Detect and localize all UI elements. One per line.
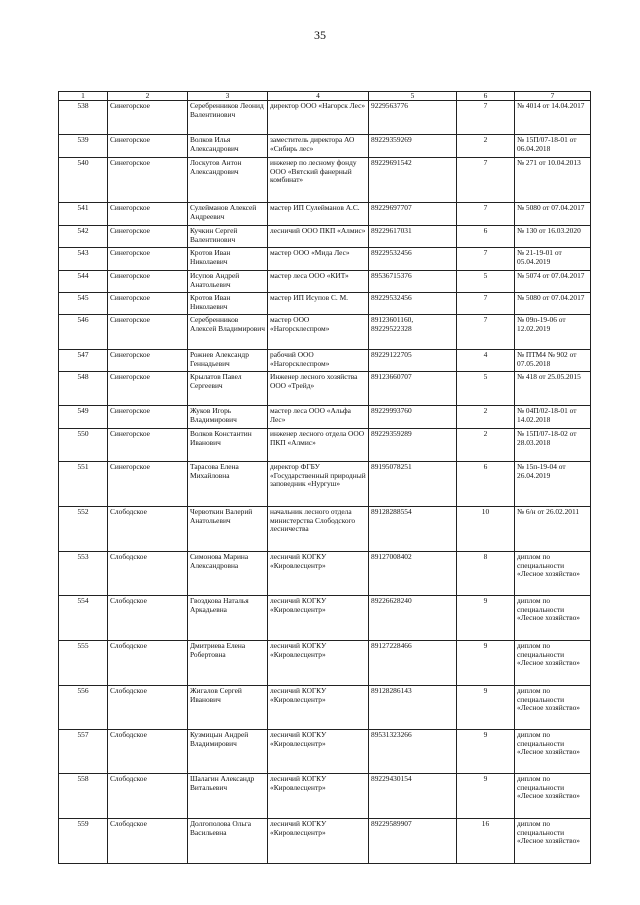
position-cell: лесничий КОГКУ «Кировлесцентр» <box>268 641 369 686</box>
forestry-area-cell: Синегорское <box>108 462 188 507</box>
table-row <box>59 462 591 507</box>
col-header: 5 <box>369 92 457 101</box>
person-name-cell: Жигалов Сергей Иванович <box>188 686 268 730</box>
forestry-area-cell: Синегорское <box>108 429 188 462</box>
table-row <box>59 101 591 135</box>
forestry-area-cell: Слободское <box>108 686 188 730</box>
experience-years-cell: 2 <box>457 429 515 462</box>
row-number-cell: 542 <box>59 226 108 248</box>
table-row <box>59 552 591 596</box>
row-number-cell: 556 <box>59 686 108 730</box>
person-name-cell: Червоткин Валерий Анатольевич <box>188 507 268 552</box>
row-number-cell: 539 <box>59 135 108 158</box>
experience-years-cell: 5 <box>457 271 515 293</box>
experience-years-cell: 9 <box>457 641 515 686</box>
forestry-area-cell: Синегорское <box>108 350 188 372</box>
row-number-cell: 543 <box>59 248 108 271</box>
certificate-cell: диплом по специальности «Лесное хозяйство» <box>515 686 591 730</box>
certificate-cell: № 15п-19-04 от 26.04.2019 <box>515 462 591 507</box>
row-number-cell: 545 <box>59 293 108 315</box>
table-row <box>59 158 591 203</box>
experience-years-cell: 2 <box>457 135 515 158</box>
experience-years-cell: 7 <box>457 101 515 135</box>
table-row <box>59 203 591 226</box>
forestry-area-cell: Слободское <box>108 730 188 774</box>
experience-years-cell: 6 <box>457 462 515 507</box>
phone-number-cell: 89536715376 <box>369 271 457 293</box>
col-header: 1 <box>59 92 108 101</box>
position-cell: мастер ООО «Нагорсклеспром» <box>268 315 369 350</box>
column-number-row <box>59 92 591 101</box>
phone-number-cell: 89226628240 <box>369 596 457 641</box>
certificate-cell: № 271 от 10.04.2013 <box>515 158 591 203</box>
phone-number-cell: 89229359269 <box>369 135 457 158</box>
certificate-cell: № 4014 от 14.04.2017 <box>515 101 591 135</box>
person-name-cell: Кротов Иван Николаевич <box>188 248 268 271</box>
certificate-cell: диплом по специальности «Лесное хозяйство» <box>515 641 591 686</box>
table-row <box>59 406 591 429</box>
forestry-area-cell: Синегорское <box>108 203 188 226</box>
row-number-cell: 558 <box>59 774 108 819</box>
person-name-cell: Серебренников Леонид Валентинович <box>188 101 268 135</box>
row-number-cell: 553 <box>59 552 108 596</box>
certificate-cell: № 6/н от 26.02.2011 <box>515 507 591 552</box>
phone-number-cell: 89229430154 <box>369 774 457 819</box>
certificate-cell: диплом по специальности «Лесное хозяйство» <box>515 552 591 596</box>
registry-table <box>58 91 591 864</box>
certificate-cell: № 15П/07-18-01 от 06.04.2018 <box>515 135 591 158</box>
person-name-cell: Рожнев Александр Геннадьевич <box>188 350 268 372</box>
certificate-cell: № 04П/02-18-01 от 14.02.2018 <box>515 406 591 429</box>
person-name-cell: Волков Константин Иванович <box>188 429 268 462</box>
table-row <box>59 641 591 686</box>
experience-years-cell: 9 <box>457 774 515 819</box>
person-name-cell: Кузмицын Андрей Владимирович <box>188 730 268 774</box>
phone-number-cell: 89127228466 <box>369 641 457 686</box>
certificate-cell: диплом по специальности «Лесное хозяйство» <box>515 774 591 819</box>
table-row <box>59 135 591 158</box>
position-cell: директор ООО «Нагорск Лес» <box>268 101 369 135</box>
phone-number-cell: 89229589907 <box>369 819 457 864</box>
row-number-cell: 548 <box>59 372 108 406</box>
table-row <box>59 774 591 819</box>
row-number-cell: 547 <box>59 350 108 372</box>
row-number-cell: 541 <box>59 203 108 226</box>
forestry-area-cell: Слободское <box>108 774 188 819</box>
experience-years-cell: 7 <box>457 315 515 350</box>
position-cell: лесничий КОГКУ «Кировлесцентр» <box>268 730 369 774</box>
row-number-cell: 546 <box>59 315 108 350</box>
forestry-area-cell: Слободское <box>108 552 188 596</box>
experience-years-cell: 9 <box>457 686 515 730</box>
row-number-cell: 555 <box>59 641 108 686</box>
experience-years-cell: 9 <box>457 596 515 641</box>
experience-years-cell: 8 <box>457 552 515 596</box>
position-cell: мастер леса ООО «КИТ» <box>268 271 369 293</box>
forestry-area-cell: Слободское <box>108 819 188 864</box>
certificate-cell: № 130 от 16.03.2020 <box>515 226 591 248</box>
table-row <box>59 315 591 350</box>
certificate-cell: № 5080 от 07.04.2017 <box>515 293 591 315</box>
row-number-cell: 550 <box>59 429 108 462</box>
phone-number-cell: 89229697707 <box>369 203 457 226</box>
phone-number-cell: 89229691542 <box>369 158 457 203</box>
position-cell: Инженер лесного хозяйства ООО «Трейд» <box>268 372 369 406</box>
table-row <box>59 686 591 730</box>
table-row <box>59 271 591 293</box>
position-cell: лесничий КОГКУ «Кировлесцентр» <box>268 774 369 819</box>
person-name-cell: Исупов Андрей Анатольевич <box>188 271 268 293</box>
forestry-area-cell: Слободское <box>108 507 188 552</box>
experience-years-cell: 4 <box>457 350 515 372</box>
experience-years-cell: 9 <box>457 730 515 774</box>
row-number-cell: 552 <box>59 507 108 552</box>
forestry-area-cell: Синегорское <box>108 101 188 135</box>
position-cell: мастер ООО «Мида Лес» <box>268 248 369 271</box>
certificate-cell: № ПТМ4 № 902 от 07.05.2018 <box>515 350 591 372</box>
person-name-cell: Кротов Иван Николаевич <box>188 293 268 315</box>
phone-number-cell: 89123660707 <box>369 372 457 406</box>
phone-number-cell: 89128288554 <box>369 507 457 552</box>
phone-number-cell: 89128286143 <box>369 686 457 730</box>
table-row <box>59 226 591 248</box>
experience-years-cell: 7 <box>457 248 515 271</box>
phone-number-cell: 89229532456 <box>369 248 457 271</box>
position-cell: лесничий ООО ПКП «Алмис» <box>268 226 369 248</box>
phone-number-cell: 89229532456 <box>369 293 457 315</box>
row-number-cell: 554 <box>59 596 108 641</box>
row-number-cell: 557 <box>59 730 108 774</box>
certificate-cell: № 5074 от 07.04.2017 <box>515 271 591 293</box>
phone-number-cell: 9229563776 <box>369 101 457 135</box>
person-name-cell: Долгополова Ольга Васильевна <box>188 819 268 864</box>
table-row <box>59 730 591 774</box>
position-cell: лесничий КОГКУ «Кировлесцентр» <box>268 819 369 864</box>
person-name-cell: Жуков Игорь Владимирович <box>188 406 268 429</box>
certificate-cell: № 5080 от 07.04.2017 <box>515 203 591 226</box>
phone-number-cell: 89195078251 <box>369 462 457 507</box>
col-header: 3 <box>188 92 268 101</box>
phone-number-cell: 89531323266 <box>369 730 457 774</box>
person-name-cell: Кучкин Сергей Валентинович <box>188 226 268 248</box>
experience-years-cell: 7 <box>457 203 515 226</box>
person-name-cell: Тарасова Елена Михайловна <box>188 462 268 507</box>
position-cell: мастер ИП Исупов С. М. <box>268 293 369 315</box>
forestry-area-cell: Синегорское <box>108 315 188 350</box>
table-row <box>59 507 591 552</box>
certificate-cell: диплом по специальности «Лесное хозяйство» <box>515 819 591 864</box>
table-row <box>59 293 591 315</box>
row-number-cell: 538 <box>59 101 108 135</box>
experience-years-cell: 7 <box>457 158 515 203</box>
certificate-cell: № 15П/07-18-02 от 28.03.2018 <box>515 429 591 462</box>
person-name-cell: Лоскутов Антон Александрович <box>188 158 268 203</box>
forestry-area-cell: Синегорское <box>108 406 188 429</box>
person-name-cell: Волков Илья Александрович <box>188 135 268 158</box>
certificate-cell: № 21-19-01 от 05.04.2019 <box>515 248 591 271</box>
person-name-cell: Шалагин Александр Витальевич <box>188 774 268 819</box>
page-number: 35 <box>314 28 326 42</box>
person-name-cell: Серебренников Алексей Владимирович <box>188 315 268 350</box>
forestry-area-cell: Синегорское <box>108 293 188 315</box>
person-name-cell: Сулейманов Алексей Андреевич <box>188 203 268 226</box>
person-name-cell: Крылатов Павел Сергеевич <box>188 372 268 406</box>
col-header: 4 <box>268 92 369 101</box>
experience-years-cell: 2 <box>457 406 515 429</box>
position-cell: мастер леса ООО «Альфа Лес» <box>268 406 369 429</box>
forestry-area-cell: Слободское <box>108 641 188 686</box>
position-cell: лесничий КОГКУ «Кировлесцентр» <box>268 552 369 596</box>
certificate-cell: диплом по специальности «Лесное хозяйство» <box>515 596 591 641</box>
position-cell: лесничий КОГКУ «Кировлесцентр» <box>268 686 369 730</box>
position-cell: заместитель директора АО «Сибирь лес» <box>268 135 369 158</box>
forestry-area-cell: Синегорское <box>108 135 188 158</box>
phone-number-cell: 89123601160, 89229522328 <box>369 315 457 350</box>
certificate-cell: № 09п-19-06 от 12.02.2019 <box>515 315 591 350</box>
certificate-cell: № 418 от 25.05.2015 <box>515 372 591 406</box>
table-row <box>59 429 591 462</box>
experience-years-cell: 6 <box>457 226 515 248</box>
col-header: 7 <box>515 92 591 101</box>
experience-years-cell: 16 <box>457 819 515 864</box>
phone-number-cell: 89229617031 <box>369 226 457 248</box>
row-number-cell: 540 <box>59 158 108 203</box>
experience-years-cell: 10 <box>457 507 515 552</box>
experience-years-cell: 5 <box>457 372 515 406</box>
row-number-cell: 551 <box>59 462 108 507</box>
table-row <box>59 248 591 271</box>
forestry-area-cell: Синегорское <box>108 271 188 293</box>
forestry-area-cell: Синегорское <box>108 158 188 203</box>
certificate-cell: диплом по специальности «Лесное хозяйство» <box>515 730 591 774</box>
table-row <box>59 372 591 406</box>
phone-number-cell: 89229122705 <box>369 350 457 372</box>
forestry-area-cell: Синегорское <box>108 372 188 406</box>
position-cell: рабочий ООО «Нагорсклеспром» <box>268 350 369 372</box>
col-header: 2 <box>108 92 188 101</box>
forestry-area-cell: Синегорское <box>108 248 188 271</box>
person-name-cell: Симонова Марина Александровна <box>188 552 268 596</box>
col-header: 6 <box>457 92 515 101</box>
position-cell: начальник лесного отдела министерства Слободского лесничества <box>268 507 369 552</box>
position-cell: мастер ИП Сулейманов А.С. <box>268 203 369 226</box>
person-name-cell: Гвоздкова Наталья Аркадьевна <box>188 596 268 641</box>
row-number-cell: 544 <box>59 271 108 293</box>
position-cell: инженер по лесному фонду ООО «Вятский фанерный комбинат» <box>268 158 369 203</box>
forestry-area-cell: Синегорское <box>108 226 188 248</box>
row-number-cell: 559 <box>59 819 108 864</box>
forestry-area-cell: Слободское <box>108 596 188 641</box>
position-cell: инженер лесного отдела ООО ПКП «Алмис» <box>268 429 369 462</box>
phone-number-cell: 89229359289 <box>369 429 457 462</box>
row-number-cell: 549 <box>59 406 108 429</box>
experience-years-cell: 7 <box>457 293 515 315</box>
phone-number-cell: 89127008402 <box>369 552 457 596</box>
table-row <box>59 350 591 372</box>
table-row <box>59 819 591 864</box>
person-name-cell: Дмитриева Елена Робертовна <box>188 641 268 686</box>
table-row <box>59 596 591 641</box>
phone-number-cell: 89229993760 <box>369 406 457 429</box>
position-cell: лесничий КОГКУ «Кировлесцентр» <box>268 596 369 641</box>
position-cell: директор ФГБУ «Государственный природный заповедник «Нургуш» <box>268 462 369 507</box>
